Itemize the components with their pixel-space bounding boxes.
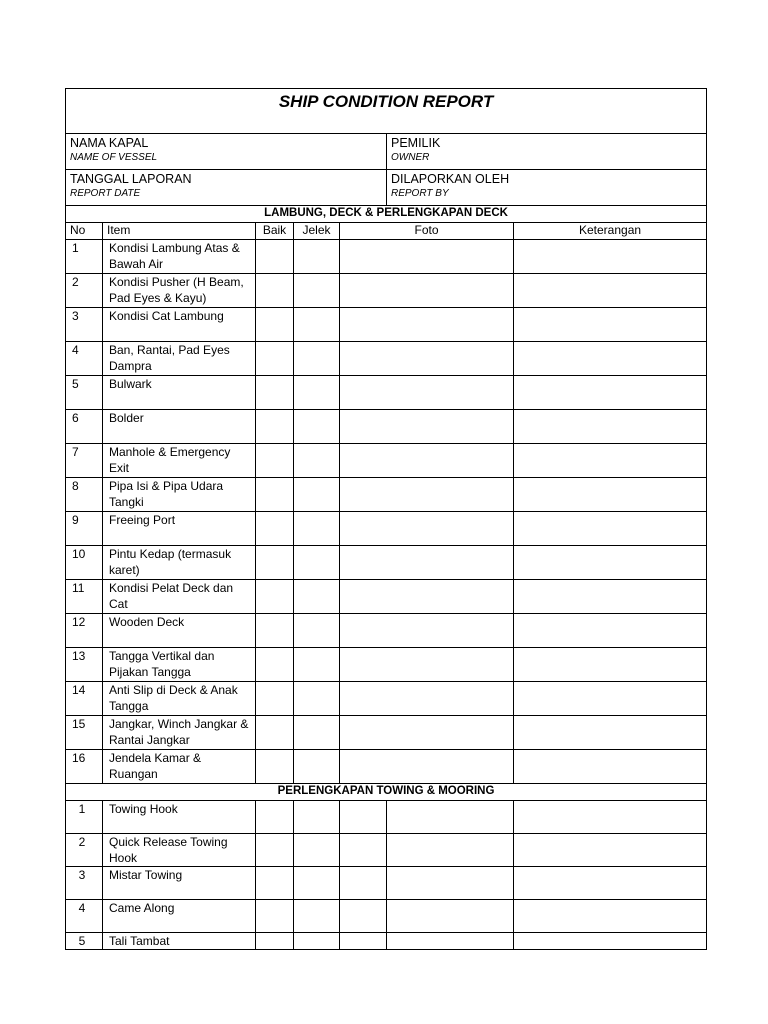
row-item: Bolder [103,410,256,444]
check-cell[interactable] [294,867,340,900]
row-number: 2 [66,274,103,308]
jelek-cell[interactable] [294,342,340,376]
row-number: 4 [66,342,103,376]
keterangan-cell[interactable] [514,512,707,546]
row-number: 5 [66,933,103,950]
jelek-cell[interactable] [294,682,340,716]
jelek-cell[interactable] [294,716,340,750]
check-cell[interactable] [256,933,294,950]
owner-label: PEMILIK [391,136,441,150]
row-number: 2 [66,834,103,867]
foto-cell[interactable] [340,308,514,342]
section-title-hull-deck: LAMBUNG, DECK & PERLENGKAPAN DECK [66,206,707,223]
header-keterangan: Keterangan [514,223,707,240]
table-row [66,308,707,342]
row-number: 10 [66,546,103,580]
row-item: Kondisi Pusher (H Beam, Pad Eyes & Kayu) [103,274,256,308]
jelek-cell[interactable] [294,410,340,444]
check-cell[interactable] [340,933,387,950]
row-number: 14 [66,682,103,716]
report-table [65,88,707,950]
foto-cell[interactable] [340,682,514,716]
table-row [66,716,707,750]
row-number: 1 [66,801,103,834]
row-item: Kondisi Pelat Deck dan Cat [103,580,256,614]
row-number: 11 [66,580,103,614]
jelek-cell[interactable] [294,444,340,478]
foto-cell[interactable] [387,834,514,867]
baik-cell[interactable] [256,546,294,580]
jelek-cell[interactable] [294,512,340,546]
row-item: Bulwark [103,376,256,410]
baik-cell[interactable] [256,240,294,274]
table-row [66,274,707,308]
row-number: 3 [66,867,103,900]
foto-cell[interactable] [340,580,514,614]
foto-cell[interactable] [387,867,514,900]
report-date-sublabel: REPORT DATE [70,188,141,199]
row-item: Wooden Deck [103,614,256,648]
jelek-cell[interactable] [294,274,340,308]
row-item: Pipa Isi & Pipa Udara Tangki [103,478,256,512]
row-number: 1 [66,240,103,274]
keterangan-cell[interactable] [514,648,707,682]
baik-cell[interactable] [256,512,294,546]
row-item: Kondisi Lambung Atas & Bawah Air [103,240,256,274]
table-row [66,376,707,410]
jelek-cell[interactable] [294,308,340,342]
row-item: Anti Slip di Deck & Anak Tangga [103,682,256,716]
foto-cell[interactable] [387,933,514,950]
row-item: Came Along [103,900,256,933]
header-baik: Baik [256,223,294,240]
keterangan-cell[interactable] [514,478,707,512]
table-row [66,801,707,834]
row-item: Mistar Towing [103,867,256,900]
row-number: 15 [66,716,103,750]
row-item: Manhole & Emergency Exit [103,444,256,478]
header-no: No [66,223,103,240]
row-number: 9 [66,512,103,546]
check-cell[interactable] [340,834,387,867]
table-row [66,512,707,546]
baik-cell[interactable] [256,580,294,614]
baik-cell[interactable] [256,444,294,478]
check-cell[interactable] [294,834,340,867]
row-number: 8 [66,478,103,512]
jelek-cell[interactable] [294,750,340,784]
jelek-cell[interactable] [294,478,340,512]
foto-cell[interactable] [340,342,514,376]
keterangan-cell[interactable] [514,801,707,834]
row-item: Towing Hook [103,801,256,834]
column-header-row [66,223,707,240]
keterangan-cell[interactable] [514,580,707,614]
foto-cell[interactable] [340,240,514,274]
keterangan-cell[interactable] [514,240,707,274]
ship-condition-report [65,88,706,950]
row-number: 5 [66,376,103,410]
baik-cell[interactable] [256,342,294,376]
title-cell [66,89,707,134]
row-item: Tali Tambat [103,933,256,950]
table-row [66,834,707,867]
table-row [66,580,707,614]
keterangan-cell[interactable] [514,410,707,444]
foto-cell[interactable] [387,900,514,933]
keterangan-cell[interactable] [514,444,707,478]
table-row [66,648,707,682]
table-row [66,342,707,376]
foto-cell[interactable] [340,444,514,478]
jelek-cell[interactable] [294,614,340,648]
row-number: 12 [66,614,103,648]
check-cell[interactable] [256,834,294,867]
vessel-field[interactable] [66,134,387,170]
table-row [66,750,707,784]
foto-cell[interactable] [340,376,514,410]
row-item: Quick Release Towing Hook [103,834,256,867]
table-row [66,240,707,274]
row-item: Kondisi Cat Lambung [103,308,256,342]
jelek-cell[interactable] [294,648,340,682]
row-number: 7 [66,444,103,478]
foto-cell[interactable] [340,716,514,750]
baik-cell[interactable] [256,478,294,512]
keterangan-cell[interactable] [514,867,707,900]
row-number: 4 [66,900,103,933]
keterangan-cell[interactable] [514,274,707,308]
jelek-cell[interactable] [294,546,340,580]
keterangan-cell[interactable] [514,682,707,716]
row-number: 6 [66,410,103,444]
check-cell[interactable] [294,933,340,950]
vessel-sublabel: NAME OF VESSEL [70,152,158,163]
keterangan-cell[interactable] [514,342,707,376]
foto-cell[interactable] [340,614,514,648]
owner-sublabel: OWNER [391,152,430,163]
table-row [66,478,707,512]
row-number: 16 [66,750,103,784]
keterangan-cell[interactable] [514,750,707,784]
report-by-label: DILAPORKAN OLEH [391,172,510,186]
foto-cell[interactable] [387,801,514,834]
row-item: Jangkar, Winch Jangkar & Rantai Jangkar [103,716,256,750]
row-item: Jendela Kamar & Ruangan [103,750,256,784]
row-item: Freeing Port [103,512,256,546]
section-title-towing-mooring: PERLENGKAPAN TOWING & MOORING [66,784,707,801]
check-cell[interactable] [256,867,294,900]
baik-cell[interactable] [256,716,294,750]
baik-cell[interactable] [256,376,294,410]
row-item: Pintu Kedap (termasuk karet) [103,546,256,580]
report-date-field[interactable] [66,170,387,206]
foto-cell[interactable] [340,478,514,512]
owner-field[interactable] [387,134,707,170]
row-item: Tangga Vertikal dan Pijakan Tangga [103,648,256,682]
check-cell[interactable] [340,801,387,834]
foto-cell[interactable] [340,750,514,784]
vessel-label: NAMA KAPAL [70,136,149,150]
header-jelek: Jelek [294,223,340,240]
table-row [66,546,707,580]
jelek-cell[interactable] [294,580,340,614]
keterangan-cell[interactable] [514,614,707,648]
foto-cell[interactable] [340,274,514,308]
row-number: 13 [66,648,103,682]
keterangan-cell[interactable] [514,546,707,580]
foto-cell[interactable] [340,546,514,580]
table-row [66,614,707,648]
check-cell[interactable] [256,900,294,933]
check-cell[interactable] [340,867,387,900]
header-item: Item [103,223,256,240]
check-cell[interactable] [294,900,340,933]
keterangan-cell[interactable] [514,834,707,867]
baik-cell[interactable] [256,682,294,716]
row-number: 3 [66,308,103,342]
check-cell[interactable] [256,801,294,834]
keterangan-cell[interactable] [514,933,707,950]
report-by-sublabel: REPORT BY [391,188,449,199]
foto-cell[interactable] [340,648,514,682]
table-row [66,444,707,478]
table-row [66,410,707,444]
report-date-label: TANGGAL LAPORAN [70,172,192,186]
keterangan-cell[interactable] [514,376,707,410]
baik-cell[interactable] [256,750,294,784]
baik-cell[interactable] [256,614,294,648]
foto-cell[interactable] [340,512,514,546]
table-row [66,867,707,900]
baik-cell[interactable] [256,648,294,682]
jelek-cell[interactable] [294,240,340,274]
report-by-field[interactable] [387,170,707,206]
row-item: Ban, Rantai, Pad Eyes Dampra [103,342,256,376]
jelek-cell[interactable] [294,376,340,410]
table-row [66,682,707,716]
table-row [66,900,707,933]
keterangan-cell[interactable] [514,716,707,750]
table-row [66,933,707,950]
keterangan-cell[interactable] [514,308,707,342]
foto-cell[interactable] [340,410,514,444]
header-foto: Foto [340,223,514,240]
baik-cell[interactable] [256,274,294,308]
baik-cell[interactable] [256,410,294,444]
check-cell[interactable] [294,801,340,834]
page-title: SHIP CONDITION REPORT [278,92,494,111]
check-cell[interactable] [340,900,387,933]
baik-cell[interactable] [256,308,294,342]
keterangan-cell[interactable] [514,900,707,933]
